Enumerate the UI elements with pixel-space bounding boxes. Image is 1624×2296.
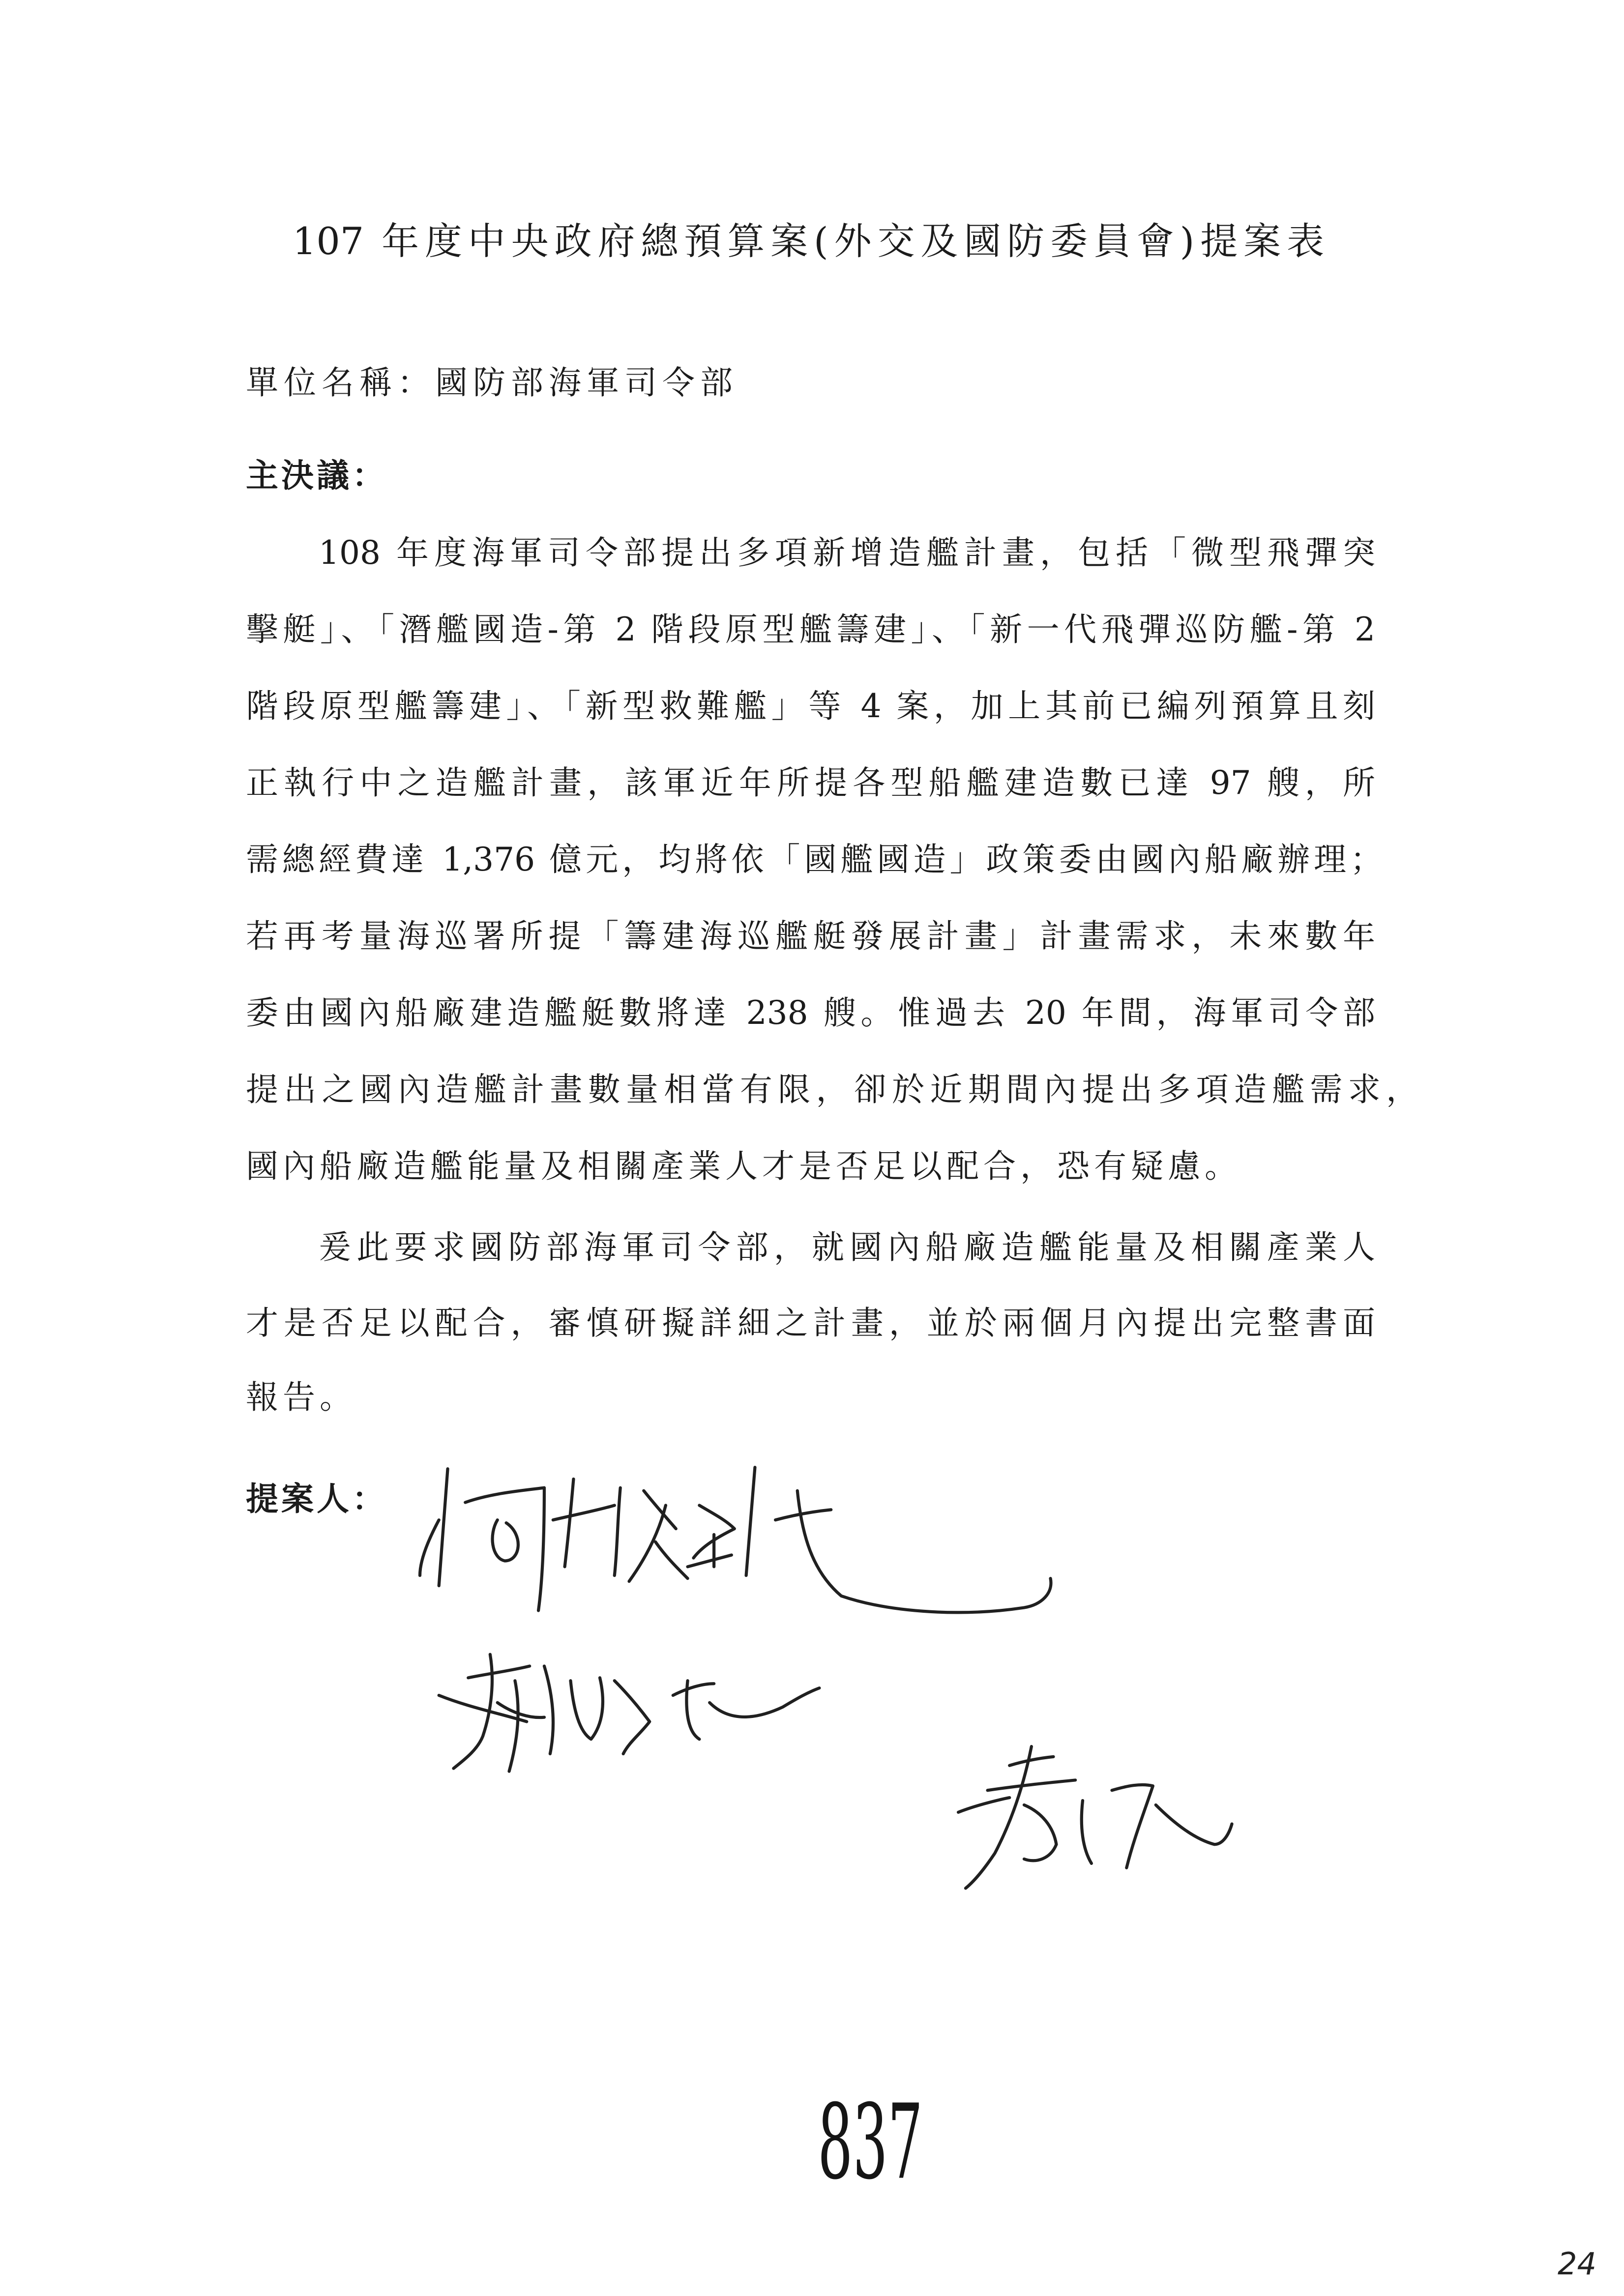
handwritten-sheet-number: 24 — [1558, 2246, 1596, 2282]
paragraph-line: 爰此要求國防部海軍司令部，就國內船廠造艦能量及相關產業人 — [319, 1228, 1375, 1266]
resolution-heading: 主決議： — [246, 456, 387, 494]
signature-stroke — [571, 1678, 603, 1739]
signature-stroke — [688, 1555, 732, 1567]
signature-stroke — [465, 1488, 544, 1503]
document-title: 107 年度中央政府總預算案(外交及國防委員會)提案表 — [293, 219, 1324, 263]
signature-stroke — [615, 1681, 650, 1754]
signature-stroke — [453, 1655, 492, 1769]
signature-stroke — [686, 1681, 699, 1739]
signature-stroke — [498, 1703, 544, 1717]
signature-stroke — [775, 1510, 831, 1520]
paragraph-line: 正執行中之造艦計畫，該軍近年所提各型船艦建造數已達 97 艘，所 — [246, 764, 1375, 802]
paragraph-line: 國內船廠造艦能量及相關產業人才是否足以配合，恐有疑慮。 — [246, 1147, 1241, 1185]
signature-stroke — [629, 1505, 666, 1581]
signature-2 — [439, 1655, 820, 1772]
signature-stroke — [1009, 1757, 1053, 1766]
proposer-label: 提案人： — [246, 1480, 387, 1518]
signature-stroke — [958, 1798, 1009, 1812]
signature-stroke — [644, 1491, 676, 1529]
paragraph-line: 需總經費達 1,376 億元，均將依「國艦國造」政策委由國內船廠辦理； — [246, 841, 1383, 878]
signature-stroke — [673, 1684, 714, 1695]
handwritten-page-number: 837 — [818, 2083, 923, 2203]
signature-stroke — [565, 1479, 574, 1567]
signature-stroke — [988, 1780, 1076, 1790]
paragraph-line: 報告。 — [246, 1378, 356, 1416]
paragraph-line: 擊艇」、「潛艦國造-第 2 階段原型艦籌建」、「新一代飛彈巡防艦-第 2 — [246, 610, 1375, 648]
signature-stroke — [439, 1695, 527, 1722]
signature-stroke — [615, 1488, 620, 1575]
paragraph-line: 若再考量海巡署所提「籌建海巡艦艇發展計畫」計畫需求，未來數年 — [246, 917, 1375, 955]
signature-stroke — [709, 1688, 819, 1717]
signature-stroke — [1112, 1785, 1153, 1868]
unit-name: 單位名稱：國防部海軍司令部 — [246, 364, 733, 402]
paragraph-line: 108 年度海軍司令部提出多項新增造艦計畫，包括「微型飛彈突 — [319, 534, 1375, 572]
signature-stroke — [1156, 1805, 1232, 1844]
signature-stroke — [797, 1491, 1051, 1613]
signature-stroke — [544, 1666, 553, 1754]
paragraph-line: 階段原型艦籌建」、「新型救難艦」等 4 案，加上其前已編列預算且刻 — [246, 687, 1375, 725]
signature-stroke — [468, 1666, 530, 1678]
signature-stroke — [1024, 1805, 1056, 1860]
signature-stroke — [966, 1746, 1032, 1888]
signature-stroke — [538, 1488, 544, 1611]
paragraph-line: 提出之國內造艦計畫數量相當有限，卻於近期間內提出多項造艦需求， — [246, 1071, 1418, 1108]
paragraph-line: 委由國內船廠建造艦艇數將達 238 艘。惟過去 20 年間，海軍司令部 — [246, 994, 1375, 1032]
signature-stroke — [693, 1505, 734, 1558]
signature-stroke — [420, 1520, 439, 1575]
signature-stroke — [493, 1520, 518, 1561]
signature-stroke — [1082, 1801, 1092, 1863]
signature-stroke — [655, 1542, 687, 1578]
signature-stroke — [746, 1467, 755, 1575]
paragraph-line: 才是否足以配合，審慎研擬詳細之計畫，並於兩個月內提出完整書面 — [246, 1304, 1375, 1342]
signature-3 — [958, 1746, 1232, 1888]
signature-stroke — [553, 1505, 615, 1520]
signature-1 — [420, 1467, 1051, 1612]
signature-stroke — [439, 1469, 448, 1586]
signature-stroke — [509, 1681, 518, 1771]
